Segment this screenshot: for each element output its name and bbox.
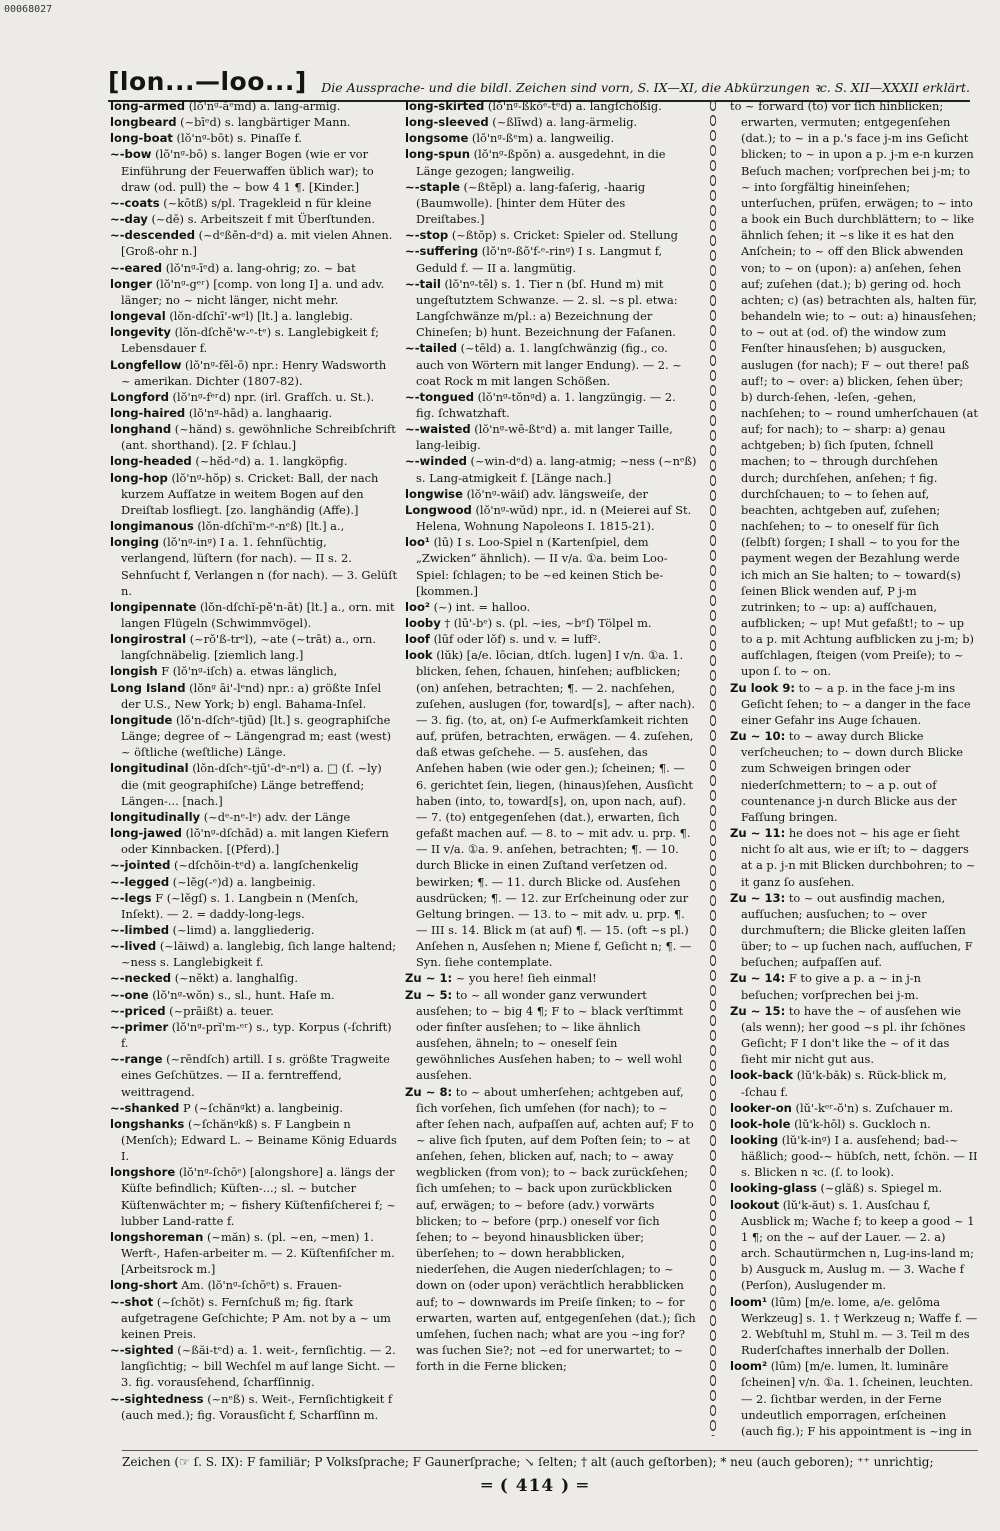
entry-headword: long-armed [110,99,186,113]
entry-headword: looker-on [730,1100,792,1115]
entry-headword: ~-coats [110,195,160,210]
dictionary-entry [730,1294,978,1359]
entry-definition: (~tēld) a. 1. langſchwänzig (fig., co. auch von Wörtern mit langer Endung). — 2. ~ coat Rock m mit langen Schößen. [416,341,682,388]
entry-headword: Zu ~ 13: [730,890,786,905]
dictionary-entry [110,1100,398,1116]
entry-definition: (~nĕkt) a. langhalſig. [171,971,298,986]
dictionary-entry [110,405,398,421]
page-id-stamp: 00068027 [4,4,53,15]
entry-definition: (~ßtēpl) a. lang-faſerig, -haarig (Baumwolle). [hinter dem Hüter des Dreiſtabes.] [416,179,646,227]
entry-definition: (~dē) s. Arbeitszeit f mit Überſtunden. [147,212,376,227]
dictionary-entry [730,728,978,825]
entry-definition: (~ßlīwd) a. lang-ärmelig. [488,115,638,130]
entry-headword: ~-range [110,1052,163,1067]
entry-definition: (lŏ'nᵍ-ßkōᵉ-tᵉd) a. langſchößig. [484,99,662,113]
entry-definition: (lŏ'nᵍ-wăiſ) adv. längsweiſe, der [462,486,648,501]
dictionary-entry [110,663,398,679]
entry-definition: (~ſchănᵍkß) s. F Langbein n (Menſch); Edward L. ~ Beiname König Eduards I. [121,1116,397,1164]
entry-headword: ~-priced [110,1003,166,1018]
entry-definition: (~win-dᵉd) a. lang-atmig; ~ness (~nᵉß) s. Lang-atmigkeit f. [Länge nach.] [416,454,697,485]
entry-definition: P (~ſchănᵍkt) a. langbeinig. [179,1100,344,1115]
entry-headword: longhand [110,422,172,437]
entry-headword: ~-limbed [110,922,170,937]
entry-headword: Zu ~ 11: [730,826,786,841]
dictionary-entry [110,211,398,227]
entry-definition: to ~ forward (to) vor ſich hinblicken; erwarten, vermuten; entgegenſehen (dat.); to ~ in a p.'s face j-m ins Geſicht blicken; to ~ in upon a p. j-m e-n kurzen Beſuch machen; vorſprechen bei j-m; to ~ into ſorgfältig hineinſehen; unterſuchen, prüfen, erwägen; to ~ into a book ein Buch durchblättern; to ~ like ähnlich ſehen; it ~s like it es hat den Anſchein; to ~ off den Blick abwenden von; to ~ on (upon): a) anſehen, ſehen auf; zuſehen (dat.); b) gering od. hoch achten; c) (as) betrachten als, halten für, behandeln wie; to ~ out: a) hinausſehen; to ~ out at (od. of) the window zum Fenſter hinausſehen; b) ausgucken, auslugen (for nach); F ~ out there! paß auf!; to ~ over: a) blicken, ſehen über; b) durch-ſehen, -leſen, -gehen, nachſehen; to ~ round umherſchauen (at auf; for nach); to ~ sharp: a) genau achtgeben; b) ſich ſputen, ſchnell machen; to ~ through durchſehen durch; durchſehen, anſehen; † fig. durchſchauen; to ~ to ſehen auf, beachten, achtgeben auf, zuſehen; nachſehen; to ~ to oneself für ſich (ſelbſt) ſorgen; I shall ~ to you for the payment wegen der Bezahlung werde ich mich an Sie halten; to ~ toward(s) ſeinen Blick wenden auf, P j-m zutrinken; to ~ up: a) aufſchauen, aufblicken; ~ up! Mut gefaßt!; to ~ up to a p. mit Achtung aufblicken zu j-m; b) aufſchlagen, ſteigen (vom Preiſe); to ~ upon ſ. to ~ on. [730,99,978,679]
entry-headword: ~-necked [110,971,172,986]
entry-headword: long-sleeved [405,115,489,130]
entry-headword: longwise [405,486,463,501]
dictionary-entry [110,1051,398,1099]
entry-definition: (lŏ'nᵍ-bōt) s. Pinaſſe f. [172,131,302,146]
entry-headword: lookout [730,1197,780,1212]
entry-definition: (lŏ'nᵍ-īᵉd) a. lang-ohrig; zo. ~ bat [162,260,356,275]
dictionary-entry [110,1164,398,1229]
entry-definition: (lŭ'k-hōl) s. Guckloch n. [790,1116,931,1131]
entry-definition: (lŏn-dſchī'-wᵉl) [lt.] a. langlebig. [165,309,353,324]
dictionary-entry [730,1003,978,1068]
dictionary-entry [110,308,398,324]
entry-headword: ~-eared [110,260,163,275]
entry-definition: (~hĕd-ᵉd) a. 1. langköpfig. [191,454,348,469]
entry-headword: ~-descended [110,228,196,243]
entry-headword: loo¹ [405,535,430,550]
entry-headword: ~-legged [110,874,170,889]
page-number: ═ ( 414 ) ═ [481,1476,589,1496]
dictionary-entry [110,1294,398,1342]
entry-definition: (~ßtŏp) s. Cricket: Spieler od. Stellung [448,228,678,243]
entry-headword: ~-sighted [110,1343,174,1358]
entry-definition: (lŏ'nᵍ-ßpŏn) a. ausgedehnt, in die Länge gezogen; langweilig. [416,147,666,178]
entry-definition: (lŭ'k-inᵍ) I a. ausſehend; bad-~ häßlich; good-~ hübſch, nett, ſchön. — II s. Blicken n ꝛc. (ſ. to look). [741,1133,978,1180]
entry-headword: longshanks [110,1116,185,1131]
entry-headword: loom² [730,1359,768,1374]
entry-headword: Zu ~ 14: [730,971,786,986]
dictionary-entry [405,389,697,421]
entry-headword: ~-winded [405,454,467,469]
entry-definition: he does not ~ his age er ſieht nicht ſo alt aus, wie er iſt; to ~ daggers at a p. j-n mit Blicken durchbohren; to ~ it ganz ſo ausſehen. [741,826,976,889]
entry-headword: Zu ~ 10: [730,729,786,744]
dictionary-entry [110,389,398,405]
entry-headword: looby [405,616,441,630]
entry-headword: look-hole [730,1116,791,1131]
entry-definition: to have the ~ of ausſehen wie (als wenn); her good ~s pl. ihr ſchönes Geſicht; F I don't like the ~ of it das ſieht mir nicht gut aus. [741,1003,966,1067]
entry-definition: (~lĕg(-ᵉ)d) a. langbeinig. [169,874,316,889]
entry-definition: (~lăiwd) a. langlebig, ſich lange haltend; ~ness s. Langlebigkeit f. [121,939,397,970]
dictionary-entry [110,1003,398,1019]
entry-headword: loof [405,632,430,647]
dictionary-entry [110,227,398,259]
dictionary-entry [405,599,697,615]
entry-headword: long-jawed [110,826,182,841]
entry-definition: (lūf oder lŏf) s. und v. = luff². [429,632,601,647]
entry-headword: Longwood [405,502,472,517]
entry-headword: long-headed [110,454,192,469]
entry-headword: loo² [405,599,430,614]
dictionary-entry [730,970,978,1002]
dictionary-entry [730,680,978,728]
entry-headword: longipennate [110,599,197,614]
entry-headword: longshoreman [110,1229,204,1244]
chain-bracket-ornament [706,98,720,1436]
dictionary-entry [405,243,697,275]
dictionary-entry [405,1084,697,1375]
entry-definition: (~hănd) s. gewöhnliche Schreibſchrift (ant. shorthand). [2. F ſchlau.] [121,422,396,453]
entry-headword: ~-suffering [405,244,479,259]
entry-definition: (~rēndſch) artill. I s. größte Tragweite eines Geſchützes. — II a. ferntreffend, weittragend. [121,1052,390,1099]
entry-headword: Zu ~ 1: [405,971,453,986]
entry-definition: (lŭk) [a/e. lōcian, dtſch. lugen] I v/n. ①a. 1. blicken, ſehen, ſchauen, hinſehen; aufblicken; (on) anſehen, betrachten; ¶. — 2. nachſehen, zuſehen, auslugen (for, toward[s], ~ after nach). — 3. fig. (to, at, on) ſ-e Aufmerkſamkeit richten auf, prüfen, betrachten, erwägen. — 4. zuſehen, daß etwas geſchehe. — 5. ausſehen, das Anſehen haben (wie oder gen.); ſcheinen; ¶. — 6. gerichtet ſein, liegen, (hinaus)ſehen, Ausſicht haben (into, to, toward[s], on, upon nach, auf). — 7. (to) entgegenſehen (dat.), erwarten, ſich gefaßt machen auf. — 8. to ~ mit adv. u. prp. ¶. — II v/a. ①a. 9. anſehen, betrachten; ¶. — 10. durch Blicke in einen Zuſtand verſetzen od. bewirken; ¶. — 11. durch Blicke od. Ausſehen ausdrücken; ¶. — 12. zur Erſcheinung oder zur Geltung bringen. — 13. to ~ mit adv. u. prp. ¶. — III s. 14. Blick m (at auf) ¶. — 15. (oft ~s pl.) Anſehen n, Ausſehen n; Miene f, Geſicht n; ¶. — Syn. ſiehe contemplate. [416,648,695,970]
dictionary-entry [730,1100,978,1116]
dictionary-entry [110,130,398,146]
column-3 [730,98,978,1438]
entry-headword: ~-bow [110,147,152,162]
entry-definition: (lŏn-dſchᵉ-tjū'-dᵉ-nᵉl) a. □ (ſ. ~ly) die (mit geographiſche) Länge betreffend; Längen-... [nach.] [121,761,382,808]
entry-definition: (lŏ'nᵍ-inᵍ) I a. 1. ſehnſüchtig, verlangend, lüſtern (for nach). — II s. 2. Sehnſucht f, Verlangen n (for nach). — 3. Gelüſt n. [121,535,398,598]
dictionary-entry [405,114,697,130]
entry-definition: (lŏ'nᵍ-ßᵉm) a. langweilig. [468,131,615,146]
entry-definition: (lŏ'nᵍ-hŏp) s. Cricket: Ball, der nach kurzem Aufſatze in weitem Bogen auf den Dreiſtab losfliegt. [zo. langhändig (Affe).] [121,470,379,517]
entry-headword: longish [110,664,158,679]
dictionary-entry [110,1391,398,1423]
entry-headword: longbeard [110,115,177,130]
dictionary-entry [405,970,697,986]
dictionary-entry [110,357,398,389]
dictionary-entry [405,227,697,243]
dictionary-entry [110,712,398,760]
entry-headword: Zu ~ 8: [405,1084,453,1099]
entry-definition: F to give a p. a ~ in j-n beſuchen; vorſprechen bei j-m. [741,971,921,1002]
entry-headword: ~-day [110,212,148,227]
entry-headword: Zu ~ 15: [730,1003,786,1018]
dictionary-entry [110,146,398,194]
entry-headword: longevity [110,325,171,340]
dictionary-entry [110,599,398,631]
entry-definition: to ~ a p. in the face j-m ins Geſicht ſehen; to ~ a danger in the face einer Gefahr ins Auge ſchauen. [741,680,971,727]
dictionary-entry [110,857,398,873]
entry-definition: (~rŏ'ß-trᵉl), ~ate (~trāt) a., orn. langſchnäbelig. [ziemlich lang.] [121,632,377,663]
dictionary-entry [405,486,697,502]
entry-headword: long-spun [405,147,471,162]
dictionary-entry [110,324,398,356]
entry-definition: (lŏ'n-dſchᵉ-tjūd) [lt.] s. geographiſche Länge; degree of ~ Längengrad m; east (west) ~ öſtliche (weſtliche) Länge. [121,712,392,760]
dictionary-entry [730,1132,978,1180]
dictionary-entry [405,631,697,647]
dictionary-entry [110,874,398,890]
dictionary-entry [110,680,398,712]
entry-headword: looking [730,1133,779,1147]
entry-headword: ~-legs [110,890,152,905]
dictionary-entry [110,195,398,211]
entry-headword: look-back [730,1068,794,1083]
dictionary-entry [730,825,978,890]
entry-definition: F (~lĕgſ) s. 1. Langbein n (Menſch, Inſekt). — 2. = daddy-long-legs. [121,890,359,921]
dictionary-entry [405,179,697,227]
dictionary-entry [405,276,697,341]
entry-definition: (~glăß) s. Spiegel m. [816,1181,943,1196]
dictionary-entry [405,340,697,388]
dictionary-entry [730,1180,978,1196]
header-range: [lon...—loo...] [108,67,307,96]
entry-definition: (lŭ'-kᵉʳ-ŏ'n) s. Zuſchauer m. [791,1100,954,1115]
dictionary-entry [405,647,697,970]
entry-definition: (~măn) s. (pl. ~en, ~men) 1. Werft-, Hafen-arbeiter m. — 2. Küſtenfiſcher m. [Arbeitsrock m.] [121,1229,395,1277]
entry-definition: to ~ about umherſehen; achtgeben auf, ſich vorſehen, ſich umſehen (for nach); to ~ after ſehen nach, aufpaſſen auf, achten auf; F to ~ alive ſich ſputen, auf dem Poſten ſein; to ~ at anſehen, ſehen, blicken auf, nach; to ~ away wegblicken (from von); to ~ back zurückſehen; ſich umſehen; to ~ back upon zurückblicken auf, erwägen; to ~ before (adv.) vorwärts blicken; to ~ before (prp.) oneself vor ſich ſehen; to ~ beyond hinausblicken über; überſehen; to ~ down herabblicken, niederſehen, die Augen niederſchlagen; to ~ down on (oder upon) verächtlich herabblicken auf; to ~ downwards im Preiſe ſinken; to ~ for erwarten, warten auf, entgegenſehen (dat.); ſich umſehen, ſuchen nach; what are you ~ing for? was ſuchen Sie?; not ~ed for unerwartet; to ~ forth in die Ferne blicken; [416,1084,696,1374]
entry-definition: (lŏ'nᵍ-fᵉʳd) npr. (irl. Grafſch. u. St.). [168,389,375,404]
dictionary-entry [110,534,398,599]
dictionary-entry [110,1277,398,1293]
dictionary-entry [110,970,398,986]
entry-definition: (lŏ'nᵍ-hād) a. langhaarig. [185,405,333,420]
dictionary-entry [110,938,398,970]
dictionary-entry [405,987,697,1084]
entry-definition: ~ you here! ſieh einmal! [452,971,597,986]
dictionary-entry [110,114,398,130]
dictionary-entry [730,890,978,971]
dictionary-entry [110,260,398,276]
entry-headword: ~-waisted [405,422,471,437]
entry-headword: longirostral [110,632,187,647]
entry-definition: (lŏ'nᵍ-ßŏ'f-ᵉ-rinᵍ) I s. Langmut f, Geduld f. — II a. langmütig. [416,244,663,275]
dictionary-entry [110,825,398,857]
entry-definition: (lŏn-dſchĭ'm-ᵉ-nᵉß) [lt.] a., [193,519,345,534]
entry-headword: longitudinal [110,761,189,776]
entry-headword: longitudinally [110,809,201,824]
entry-headword: longing [110,535,160,550]
entry-headword: longsome [405,131,469,146]
entry-definition: (lŏ'nᵍ-wē-ßtᵉd) a. mit langer Taille, lang-leibig. [416,422,673,453]
entry-headword: ~-staple [405,179,460,194]
entry-definition: to ~ out ausfindig machen, aufſuchen; ausſuchen; to ~ over durchmuſtern; die Blicke gleiten laſſen über; to ~ up ſuchen nach, aufſuchen, F beſuchen; aufpaſſen auf. [741,890,973,970]
dictionary-entry [110,631,398,663]
entry-definition: (lŭ'k-băk) s. Rück-blick m, -ſchau f. [741,1068,947,1099]
entry-definition: (lŏ'nᵍ-prĭ'm-ᵉʳ) s., typ. Korpus (-ſchrift) f. [121,1019,392,1051]
entry-headword: ~-sightedness [110,1391,204,1406]
entry-headword: longitude [110,712,173,727]
entry-headword: looking-glass [730,1181,817,1196]
dictionary-entry [110,1229,398,1277]
dictionary-entry [730,1358,978,1438]
entry-definition: (~kōtß) s/pl. Tragekleid n für kleine [159,195,372,210]
entry-definition: (lū) I s. Loo-Spiel n (Kartenſpiel, dem „Zwicken“ ähnlich). — II v/a. ①a. beim Loo-Spiel: ſchlagen; to be ~ed keinen Stich be- [kommen.] [416,535,668,598]
entry-definition: (lŏ'nᵍ-wŭd) npr., id. n (Meierei auf St. Helena, Wohnung Napoleons I. 1815-21). [416,502,692,534]
entry-definition: (~dᵉßĕn-dᵉd) a. mit vielen Ahnen. [Groß-ohr n.] [121,228,393,259]
entry-headword: ~-tailed [405,341,458,356]
dictionary-entry [730,1116,978,1132]
entry-definition: (lŏn-dſchĭ-pĕ'n-āt) [lt.] a., orn. mit langen Flügeln (Schwimmvögel). [121,599,395,630]
dictionary-entry [405,146,697,178]
entry-headword: Zu ~ 5: [405,987,453,1002]
entry-headword: long-short [110,1278,178,1293]
entry-headword: Zu look 9: [730,680,796,695]
entry-definition: (~dᵉ-nᵉ-lᵉ) adv. der Länge [200,809,351,824]
entry-headword: long-boat [110,131,173,146]
dictionary-entry [110,421,398,453]
entry-definition: (lŏ'nᵍ-bō) s. langer Bogen (wie er vor Einführung der Feuerwaffen üblich war); to draw (od. pull) the ~ bow 4 1 ¶. [Kinder.] [121,147,374,194]
dictionary-entry [405,130,697,146]
entry-definition: (lŏ'nᵍ-tēl) s. 1. Tier n (bſ. Hund m) mit ungeſtutztem Schwanze. — 2. sl. ~s pl. etwa: Langſchwänze m/pl.: a) Bezeichnung der Chineſen; b) hunt. Bezeichnung der Faſanen. [416,276,678,340]
entry-headword: ~-stop [405,228,449,243]
entry-headword: ~-primer [110,1019,169,1034]
entry-headword: Longfellow [110,357,182,372]
dictionary-entry [405,615,697,631]
entry-definition: F (lŏ'nᵍ-iſch) a. etwas länglich, [157,664,338,679]
dictionary-entry [110,98,398,114]
dictionary-entry [110,518,398,534]
entry-definition: (lŏnᵍ āi'-lᵉnd) npr.: a) größte Inſel der U.S., New York; b) engl. Bahama-Inſel. [121,680,382,711]
entry-headword: longimanous [110,519,194,534]
entry-definition: (~dſchŏin-tᵉd) a. langſchenkelig [170,858,359,873]
dictionary-entry [110,1116,398,1164]
entry-definition: (~ſchŏt) s. Fernſchuß m; fig. ſtark aufgetragene Geſchichte; P Am. not by a ~ um keinen Preis. [121,1294,391,1341]
dictionary-entry [730,1067,978,1099]
entry-definition: (~prāißt) a. teuer. [165,1003,274,1018]
entry-headword: longeval [110,309,166,324]
entry-definition: (lŏ'nᵍ-wŏn) s., sl., hunt. Haſe m. [148,987,335,1002]
entry-definition: (lŏ'nᵍ-gᵉʳ) [comp. von long I] a. und adv. länger; no ~ nicht länger, nicht mehr. [121,276,385,307]
symbol-legend: Zeichen (☞ ſ. S. IX): F familiär; P Volksſprache; F Gaunerſprache; ↘ ſelten; † alt (auch geſtorben); * neu (auch geboren); ⁺⁺ unrichtig; [122,1450,978,1470]
entry-headword: ~-tongued [405,389,475,404]
dictionary-entry [110,1019,398,1051]
dictionary-entry [730,98,978,680]
entry-headword: longshore [110,1165,176,1180]
dictionary-entry [405,534,697,599]
entry-headword: Long Island [110,680,186,695]
column-1 [110,98,398,1438]
entry-definition: (lŏ'nᵍ-tŏnᵍd) a. 1. langzüngig. — 2. fig. ſchwatzhaft. [416,389,676,420]
entry-definition: (~ßăi-tᵉd) a. 1. weit-, fernſichtig. — 2. langſichtig; ~ bill Wechſel m auf lange Sicht. — 3. fig. vorausſehend, ſcharfſinnig. [121,1343,396,1390]
dictionary-entry [110,276,398,308]
entry-headword: look [405,648,433,663]
dictionary-entry [110,922,398,938]
entry-definition: (~) int. = halloo. [429,599,531,614]
dictionary-entry [405,453,697,485]
entry-headword: long-hop [110,470,168,485]
entry-headword: ~-tail [405,276,441,291]
entry-headword: ~-shot [110,1294,154,1309]
entry-definition: (lūm) [m/e. lumen, lt. lumināre ſcheinen] v/n. ①a. 1. ſcheinen, leuchten. — 2. ſichtbar werden, in der Ferne undeutlich emporragen, erſcheinen (auch fig.); F his appointment is ~ing in [741,1359,974,1438]
entry-headword: Longford [110,389,169,404]
entry-headword: ~-jointed [110,858,171,873]
entry-headword: long-haired [110,405,186,420]
dictionary-entry [110,890,398,922]
entry-headword: long-skirted [405,99,485,113]
dictionary-entry [110,809,398,825]
entry-definition: to ~ all wonder ganz verwundert ausſehen; to ~ big 4 ¶; F to ~ black verſtimmt oder finſter ausſehen; to ~ like ähnlich ausſehen, ähneln; to ~ oneself ſein gewöhnliches Ausſehen haben; to ~ well wohl ausſehen. [416,987,684,1083]
dictionary-entry [405,421,697,453]
entry-headword: longer [110,276,153,291]
page-header [108,56,970,102]
column-2 [405,98,697,1438]
header-note: Die Aussprache- und die bildl. Zeichen sind vorn, S. IX—XI, die Abkürzungen ꝛc. S. XII—XXXII erklärt. [321,80,970,95]
entry-definition: (lŏ'nᵍ-fĕl-ō) npr.: Henry Wadsworth ~ amerikan. Dichter (1807-82). [121,357,387,388]
entry-definition: (lūm) [m/e. lome, a/e. gelōma Werkzeug] s. 1. † Werkzeug n; Waffe f. — 2. Webſtuhl m, Stuhl m. — 3. Teil m des Ruderſchaftes innerhalb der Dollen. [741,1294,978,1358]
entry-definition: (lŭ'k-ăut) s. 1. Ausſchau f, Ausblick m; Wache f; to keep a good ~ 1 1 ¶; on the ~ auf der Lauer. — 2. a) arch. Schautürmchen n, Lug-ins-land m; b) Ausguck m, Auslug m. — 3. Wache f (Perſon), Auslugender m. [741,1197,975,1293]
entry-definition: (lŏ'nᵍ-āᵉmd) a. lang-armig. [185,99,341,113]
dictionary-entry [110,1342,398,1390]
dictionary-entry [110,453,398,469]
entry-definition: (~bīᵉd) s. langbärtiger Mann. [176,115,351,130]
entry-definition: † (lū'-bᵉ) s. (pl. ~ies, ~bᵉſ) Tölpel m. [440,616,652,630]
dictionary-entry [110,987,398,1003]
entry-definition: to ~ away durch Blicke verſcheuchen; to ~ down durch Blicke zum Schweigen bringen oder niederſchmettern; to ~ a p. out of countenance j-n durch Blicke aus der Faſſung bringen. [741,729,964,824]
entry-definition: (~limd) a. langgliederig. [169,922,315,937]
entry-headword: ~-shanked [110,1100,180,1115]
dictionary-entry [405,98,697,114]
entry-definition: (lŏ'nᵍ-dſchād) a. mit langen Kiefern oder Kinnbacken. [(Pferd).] [121,826,389,857]
dictionary-entry [405,502,697,534]
entry-definition: (lŏ'nᵍ-ſchōᵉ) [alongshore] a. längs der Küſte befindlich; Küſten-...; sl. ~ butcher Küſtenwächter m; ~ fishery Küſtenfiſcherei f; ~ lubber Land-ratte f. [121,1165,396,1228]
entry-definition: Am. (lŏ'nᵍ-ſchōᵉt) s. Frauen- [177,1278,342,1293]
dictionary-entry [110,760,398,808]
entry-definition: (~nᵉß) s. Weit-, Fernſichtigkeit f (auch med.); fig. Vorausſicht f, Scharfſinn m. [121,1391,393,1422]
entry-definition: (lŏn-dſchĕ'w-ᵉ-tᵉ) s. Langlebigkeit f; Lebensdauer f. [121,325,379,356]
entry-headword: ~-lived [110,939,157,954]
entry-headword: loom¹ [730,1294,768,1309]
dictionary-entry [110,470,398,518]
entry-headword: ~-one [110,987,149,1002]
dictionary-entry [730,1197,978,1294]
